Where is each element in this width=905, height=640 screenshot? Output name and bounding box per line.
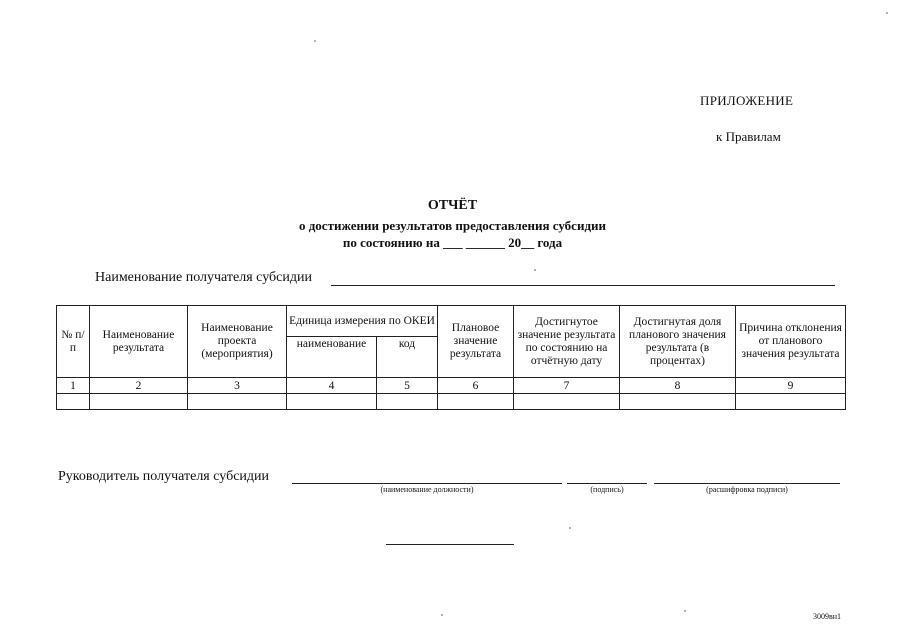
appendix-subtitle: к Правилам: [716, 129, 781, 144]
manager-label: Руководитель получателя субсидии: [58, 469, 270, 484]
document-code: 3009вн1: [813, 612, 842, 621]
header-plan: Плановое значение результата: [438, 306, 514, 378]
scan-speck: [314, 40, 316, 42]
col-number: 4: [287, 378, 377, 394]
report-title: ОТЧЁТ: [427, 198, 478, 213]
table-cell[interactable]: [57, 394, 90, 410]
position-caption: (наименование должности): [380, 485, 474, 494]
table-cell[interactable]: [736, 394, 846, 410]
recipient-label: Наименование получателя субсидии: [95, 270, 312, 285]
header-result: Наименование результата: [90, 306, 188, 378]
signature-caption: (подпись): [590, 485, 624, 494]
scan-speck: [569, 527, 571, 529]
scan-speck: [886, 12, 888, 14]
report-subtitle-line1: о достижении результатов предоставления субсидии: [298, 218, 607, 233]
table-number-row: [57, 378, 846, 394]
report-table: [56, 305, 846, 410]
scan-speck: [684, 610, 686, 612]
table-row: [57, 394, 846, 410]
position-line: [292, 483, 562, 484]
header-unit: Единица измерения по ОКЕИ: [287, 306, 438, 337]
col-number: 7: [514, 378, 620, 394]
signature-line: [567, 483, 647, 484]
table-cell[interactable]: [377, 394, 438, 410]
header-share: Достигнутая доля планового значения результата (в процентах): [620, 306, 736, 378]
col-number: 1: [57, 378, 90, 394]
header-reason: Причина отклонения от планового значения результата: [736, 306, 846, 378]
header-unit-code: код: [377, 337, 438, 378]
appendix-label: ПРИЛОЖЕНИЕ: [700, 93, 794, 108]
col-number: 6: [438, 378, 514, 394]
recipient-fill-line: [331, 285, 835, 286]
header-unit-name: наименование: [287, 337, 377, 378]
scan-speck: [534, 269, 536, 271]
col-number: 5: [377, 378, 438, 394]
table-cell[interactable]: [287, 394, 377, 410]
col-number: 3: [188, 378, 287, 394]
table-cell[interactable]: [188, 394, 287, 410]
report-subtitle-line2: по состоянию на ___ ______ 20__ года: [342, 235, 563, 250]
table-header-row: [57, 306, 846, 337]
table-cell[interactable]: [620, 394, 736, 410]
header-num: № п/п: [57, 306, 90, 378]
decoding-line: [654, 483, 840, 484]
table-cell[interactable]: [438, 394, 514, 410]
separator-line: [386, 544, 514, 545]
col-number: 9: [736, 378, 846, 394]
header-project: Наименование проекта (мероприятия): [188, 306, 287, 378]
col-number: 8: [620, 378, 736, 394]
col-number: 2: [90, 378, 188, 394]
scan-speck: [441, 614, 443, 616]
table-cell[interactable]: [90, 394, 188, 410]
table-cell[interactable]: [514, 394, 620, 410]
decoding-caption: (расшифровка подписи): [706, 485, 788, 494]
header-achieved: Достигнутое значение результата по состоянию на отчётную дату: [514, 306, 620, 378]
